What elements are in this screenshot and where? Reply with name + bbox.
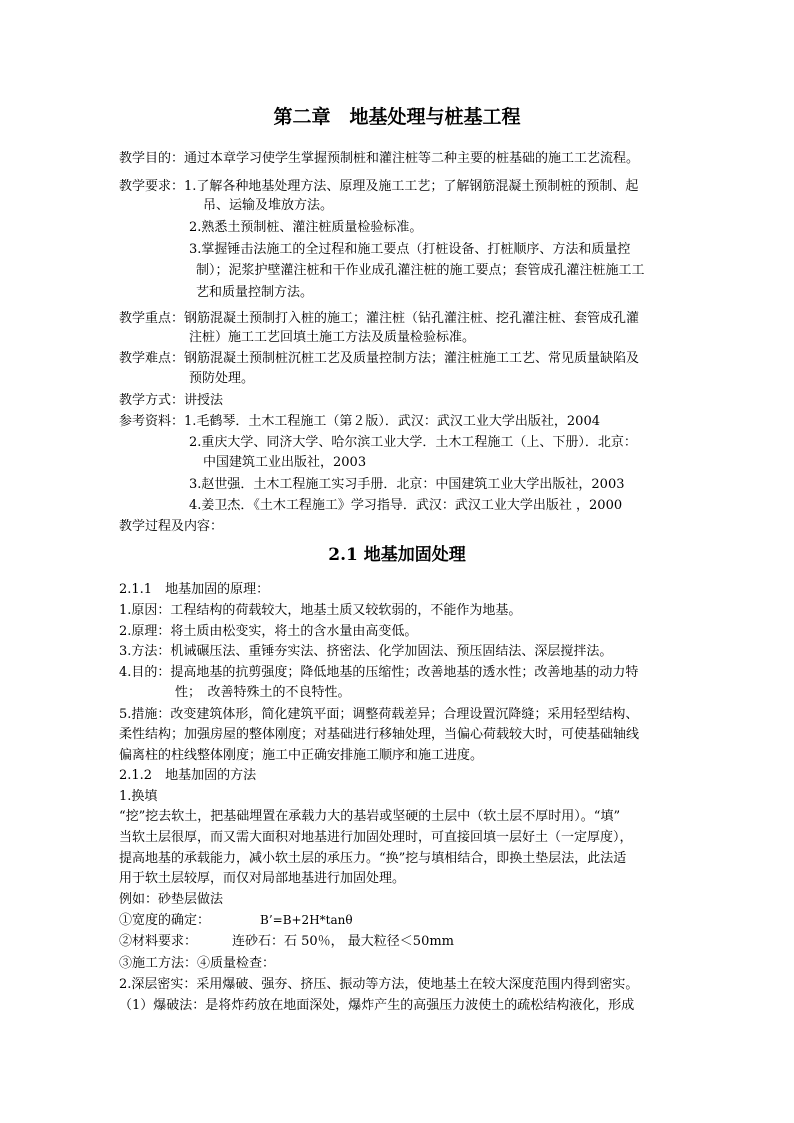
method-line: “挖”挖去软土，把基础埋置在承载力大的基岩或坚硬的土层中（软土层不厚时用）。“填”: [119, 809, 621, 824]
teaching-requirements-line: 艺和质量控制方法。: [196, 285, 314, 300]
blast-method-line: （1）爆破法：是将炸药放在地面深处，爆炸产生的高强压力波使土的疏松结构液化，形成: [119, 998, 635, 1013]
reference-line: 3.赵世强．土木工程施工实习手册．北京：中国建筑工业大学出版社，2003: [189, 477, 625, 492]
teaching-requirements-line: 制）；泥浆护壁灌注桩和干作业成孔灌注桩的施工要点；套管成孔灌注桩施工工: [196, 263, 645, 278]
teaching-purpose: 教学目的：通过本章学习使学生掌握预制桩和灌注桩等二种主要的桩基础的施工工艺流程。: [119, 151, 640, 166]
width-formula: B’=B+2H*tanθ: [260, 913, 353, 927]
method-line: 当软土层很厚，而又需大面积对地基进行加固处理时，可直接回填一层好土（一定厚度），: [119, 830, 633, 845]
principle-item: 柔性结构；加强房屋的整体刚度；对基础进行移轴处理，当偏心荷载较大时，可使基础轴线: [119, 727, 640, 742]
teaching-requirements-line: 3.掌握锤击法施工的全过程和施工要点（打桩设备、打桩顺序、方法和质量控: [189, 242, 631, 257]
teaching-key-points-line: 注桩）施工工艺回填土施工方法及质量检验标准。: [189, 330, 476, 345]
width-label: ①宽度的确定：: [119, 913, 211, 928]
principle-item: 偏离柱的柱线整体刚度；施工中正确安排施工顺序和施工进度。: [119, 748, 484, 763]
principle-item: 5.措施：改变建筑体形，简化建筑平面；调整荷载差异；合理设置沉降缝；采用轻型结构、: [119, 707, 639, 722]
section-title: 2.1 地基加固处理: [328, 545, 466, 565]
principle-item: 4.目的：提高地基的抗剪强度；降低地基的压缩性；改善地基的透水性；改善地基的动力特: [119, 665, 639, 680]
principle-item: 1.原因：工程结构的荷载较大，地基土质又较软弱的，不能作为地基。: [119, 603, 522, 618]
method-line: 提高地基的承载能力，减小软土层的承压力。“换”挖与填相结合，即换土垫层法，此法适: [119, 851, 627, 866]
subsection-heading: 2.1.2 地基加固的方法: [119, 768, 257, 783]
construction-line: ③施工方法：④质量检查：: [119, 956, 276, 971]
teaching-process: 教学过程及内容：: [119, 519, 224, 534]
subsection-heading: 2.1.1 地基加固的原理：: [119, 582, 270, 597]
teaching-requirements-line: 教学要求：1.了解各种地基处理方法、原理及施工工艺；了解钢筋混凝土预制桩的预制、起: [119, 179, 639, 194]
reference-line: 4.姜卫杰．《土木工程施工》学习指导．武汉：武汉工业大学出版社 ，2000: [189, 498, 623, 513]
material-label: ②材料要求：: [119, 934, 198, 949]
teaching-requirements-line: 吊、运输及堆放方法。: [203, 198, 334, 213]
principle-item: 3.方法：机诫碾压法、重锤夯实法、挤密法、化学加固法、预压固结法、深层搅拌法。: [119, 644, 613, 659]
teaching-requirements-line: 2.熟悉土预制桩、灌注桩质量检验标准。: [189, 220, 423, 235]
teaching-method: 教学方式：讲授法: [119, 393, 224, 408]
chapter-title: 第二章 地基处理与桩基工程: [273, 106, 521, 128]
method-line: 例如：砂垫层做法: [119, 892, 224, 907]
teaching-key-points-line: 教学重点：钢筋混凝土预制打入桩的施工；灌注桩（钻孔灌注桩、挖孔灌注桩、套管成孔灌: [119, 311, 640, 326]
material-value: 连砂石：石 50％， 最大粒径＜50mm: [232, 934, 455, 949]
reference-line: 参考资料：1.毛鹤琴．土木工程施工（第２版）．武汉：武汉工业大学出版社，2004: [119, 414, 600, 429]
principle-item: 2.原理：将土质由松变实，将土的含水量由高变低。: [119, 624, 418, 639]
teaching-difficulties-line: 教学难点：钢筋混凝土预制桩沉桩工艺及质量控制方法；灌注桩施工工艺、常见质量缺陷及: [119, 351, 640, 366]
principle-item: 性； 改善特殊土的不良特性。: [175, 685, 351, 700]
reference-line: 中国建筑工业出版社，2003: [203, 455, 367, 470]
method-line: 用于软土层较厚，而仅对局部地基进行加固处理。: [119, 871, 406, 886]
teaching-difficulties-line: 预防处理。: [189, 371, 255, 386]
deep-compaction-line: 2.深层密实：采用爆破、强夯、挤压、振动等方法，使地基土在较大深度范围内得到密实。: [119, 977, 639, 992]
reference-line: 2.重庆大学、同济大学、哈尔滨工业大学．土木工程施工（上、下册）．北京：: [189, 435, 637, 450]
method-line: 1.换填: [119, 789, 158, 804]
